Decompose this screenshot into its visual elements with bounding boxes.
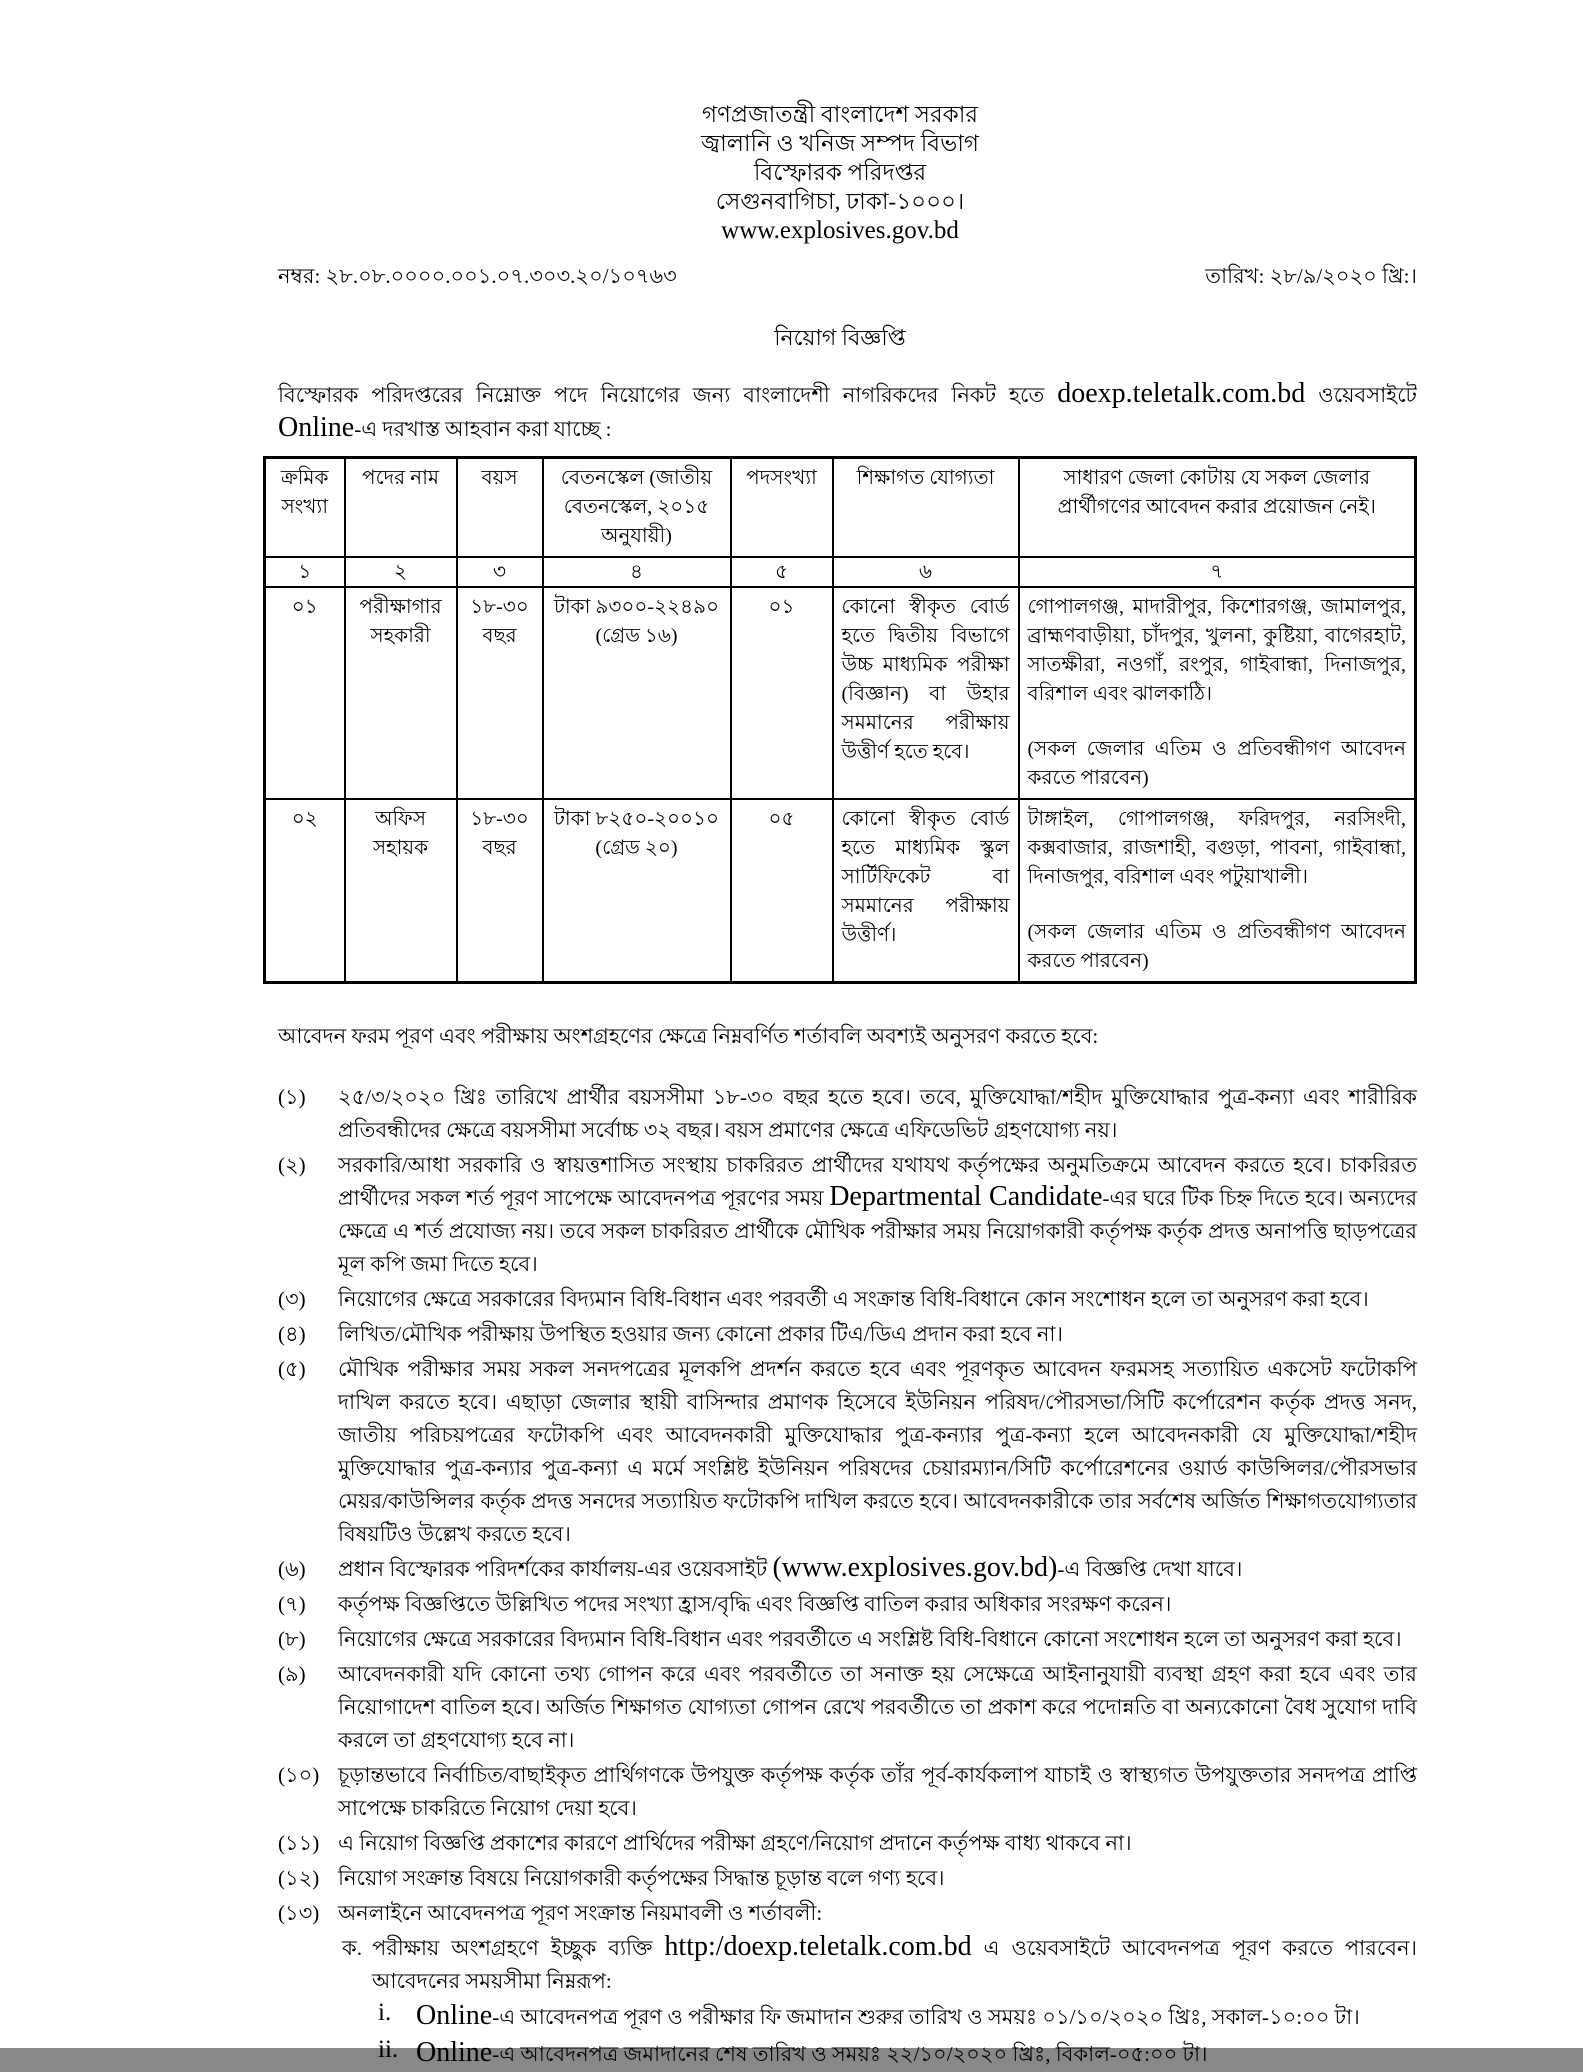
condition-text: [338, 1149, 1417, 1281]
condition-number: (১২): [278, 1866, 320, 1890]
application-end-item: [378, 2037, 1417, 2072]
document-content: [263, 0, 1417, 2072]
condition-text: [338, 1553, 1417, 1586]
letterhead: [263, 100, 1417, 246]
payscale-cell: টাকা ৮২৫০-২০০১০ (গ্রেড ২০): [543, 799, 731, 983]
sub-condition-a: [342, 1932, 1417, 1998]
col-header-age: বয়স: [457, 458, 543, 558]
office-address: সেগুনবাগিচা, ঢাকা-১০০০।: [715, 189, 965, 214]
memo-number: নম্বর: ২৮.০৮.০০০০.০০১.০৭.৩০৩.২০/১০৭৬৩: [278, 264, 677, 288]
condition-item-4: [278, 1318, 1417, 1351]
condition-item-9: [278, 1658, 1417, 1757]
age-cell: ১৮-৩০ বছর: [457, 587, 543, 799]
condition-number: (১): [278, 1085, 306, 1109]
condition-item-7: [278, 1588, 1417, 1621]
condition-text: অনলাইনে আবেদনপত্র পূরণ সংক্রান্ত নিয়মাবলী ও শর্তাবলী:: [338, 1901, 823, 1925]
condition-number: (৭): [278, 1592, 306, 1616]
vacancy-cell: ০১: [731, 587, 833, 799]
sub-condition-text: [372, 1932, 1417, 1998]
condition-number: (৬): [278, 1557, 306, 1581]
col-number-1: ১: [265, 557, 345, 587]
condition-number: (৯): [278, 1662, 306, 1686]
table-row-1: [265, 587, 1416, 799]
condition-number: (২): [278, 1153, 306, 1177]
condition-item-6: [278, 1553, 1417, 1586]
table-header-row: [265, 458, 1416, 558]
condition-text: নিয়োগ সংক্রান্ত বিষয়ে নিয়োগকারী কর্তৃপক্ষের সিদ্ধান্ত চূড়ান্ত বলে গণ্য হবে।: [338, 1866, 945, 1890]
col-number-2: ২: [345, 557, 457, 587]
conditions-list: [263, 1081, 1417, 2072]
condition-text-post: -এ বিজ্ঞপ্তি দেখা যাবে।: [1057, 1557, 1243, 1581]
districts-cell: [1019, 587, 1416, 799]
condition-item-1: [278, 1081, 1417, 1147]
condition-text: চূড়ান্তভাবে নির্বাচিত/বাছাইকৃত প্রার্থিগণকে উপযুক্ত কর্তৃপক্ষ কর্তৃক তাঁর পূর্ব-কার্যকলাপ যাচাই ও স্বাস্থ্যগত উপযুক্ততার সনদপত্র প্রাপ্তি সাপেক্ষে চাকরিতে নিয়োগ দেয়া হবে।: [338, 1763, 1417, 1820]
application-website-url: doexp.teletalk.com.bd: [1057, 378, 1306, 409]
serial-cell: ০১: [265, 587, 345, 799]
application-url-inline: http:/doexp.teletalk.com.bd: [664, 1931, 972, 1962]
condition-number: (১০): [278, 1763, 320, 1787]
col-header-post: পদের নাম: [345, 458, 457, 558]
condition-text: নিয়োগের ক্ষেত্রে সরকারের বিদ্যমান বিধি-বিধান এবং পরবর্তী এ সংক্রান্ত বিধি-বিধানে কোন সংশোধন হলে তা অনুসরণ করা হবে।: [338, 1287, 1369, 1311]
qualification-cell: কোনো স্বীকৃত বোর্ড হতে দ্বিতীয় বিভাগে উচ্চ মাধ্যমিক পরীক্ষা (বিজ্ঞান) বা উহার সমমানের পরীক্ষায় উত্তীর্ণ হতে হবে।: [833, 587, 1019, 799]
condition-number: (৫): [278, 1357, 306, 1381]
qualification-cell: কোনো স্বীকৃত বোর্ড হতে মাধ্যমিক স্কুল সার্টিফিকেট বা সমমানের পরীক্ষায় উত্তীর্ণ।: [833, 799, 1019, 983]
serial-cell: ০২: [265, 799, 345, 983]
issue-date: তারিখ: ২৮/৯/২০২০ খ্রি:।: [1205, 264, 1417, 288]
col-number-7: ৭: [1019, 557, 1416, 587]
website-url-inline: (www.explosives.gov.bd): [772, 1552, 1058, 1583]
col-header-qualification: শিক্ষাগত যোগ্যতা: [833, 458, 1019, 558]
col-header-vacancies: পদসংখ্যা: [731, 458, 833, 558]
condition-number: (৪): [278, 1322, 306, 1346]
condition-item-12: [278, 1862, 1417, 1895]
condition-item-2: [278, 1149, 1417, 1281]
col-header-serial: ক্রমিক সংখ্যা: [265, 458, 345, 558]
col-number-4: ৪: [543, 557, 731, 587]
payscale-cell: টাকা ৯৩০০-২২৪৯০ (গ্রেড ১৬): [543, 587, 731, 799]
districts-note: (সকল জেলার এতিম ও প্রতিবন্ধীগণ আবেদন করতে পারবেন): [1027, 921, 1406, 972]
online-word: Online: [278, 412, 355, 443]
department-website-url: www.explosives.gov.bd: [721, 217, 959, 244]
condition-text: লিখিত/মৌখিক পরীক্ষায় উপস্থিত হওয়ার জন্য কোনো প্রকার টিএ/ডিএ প্রদান করা হবে না।: [338, 1322, 1063, 1346]
online-word: Online: [416, 2037, 493, 2068]
condition-text-post: -এর ঘরে টিক চিহ্ন দিতে হবে। অন্যদের ক্ষেত্রে এ শর্ত প্রযোজ্য নয়। তবে সকল চাকরিরত প্রার্থীকে মৌখিক পরীক্ষার সময় নিয়োগকারী কর্তৃপক্ষ কর্তৃক প্রদত্ত অনাপত্তি ছাড়পত্রের মূল কপি জমা দিতে হবে।: [338, 1186, 1418, 1276]
division-name: জ্বালানি ও খনিজ সম্পদ বিভাগ: [701, 131, 979, 156]
condition-text: ২৫/৩/২০২০ খ্রিঃ তারিখে প্রার্থীর বয়সসীমা ১৮-৩০ বছর হতে হবে। তবে, মুক্তিযোদ্ধা/শহীদ মুক্তিযোদ্ধার পুত্র-কন্যা এবং শারীরিক প্রতিবন্ধীদের ক্ষেত্রে বয়সসীমা সর্বোচ্চ ৩২ বছর। বয়স প্রমাণের ক্ষেত্রে এফিডেভিট গ্রহণযোগ্য নয়।: [338, 1085, 1417, 1142]
table-row-2: [265, 799, 1416, 983]
col-header-districts: সাধারণ জেলা কোটায় যে সকল জেলার প্রার্থীগণের আবেদন করার প্রয়োজন নেই।: [1019, 458, 1416, 558]
vacancy-cell: ০৫: [731, 799, 833, 983]
age-cell: ১৮-৩০ বছর: [457, 799, 543, 983]
online-word: Online: [416, 2000, 493, 2031]
roman-numeral-ii: ii.: [378, 2036, 399, 2063]
application-start-text: [416, 2000, 1360, 2035]
page-title: নিয়োগ বিজ্ঞপ্তি: [774, 325, 906, 350]
col-number-6: ৬: [833, 557, 1019, 587]
intro-paragraph: [263, 378, 1417, 446]
conditions-intro: আবেদন ফরম পূরণ এবং পরীক্ষায় অংশগ্রহণের ক্ষেত্রে নিম্নবর্ণিত শর্তাবলি অবশ্যই অনুসরণ করতে হবে:: [278, 1024, 1099, 1048]
post-name-cell: অফিস সহায়ক: [345, 799, 457, 983]
condition-text-pre: প্রধান বিস্ফোরক পরিদর্শকের কার্যালয়-এর ওয়েবসাইট: [338, 1557, 773, 1581]
condition-item-10: [278, 1759, 1417, 1825]
end-date-text: -এ আবেদনপত্র জমাদানের শেষ তারিখ ও সময়ঃ ২২/১০/২০২০ খ্রিঃ, বিকাল-০৫:০০ টা।: [492, 2042, 1208, 2066]
condition-item-5: [278, 1353, 1417, 1551]
condition-text: মৌখিক পরীক্ষার সময় সকল সনদপত্রের মূলকপি প্রদর্শন করতে হবে এবং পূরণকৃত আবেদন ফরমসহ সত্যায়িত একসেট ফটোকপি দাখিল করতে হবে। এছাড়া জেলার স্থায়ী বাসিন্দার প্রমাণক হিসেবে ইউনিয়ন পরিষদ/পৌরসভা/সিটি কর্পোরেশন কর্তৃক প্রদত্ত সনদ, জাতীয় পরিচয়পত্রের ফটোকপি এবং আবেদনকারী মুক্তিযোদ্ধার পুত্র-কন্যার পুত্র-কন্যা হলে আবেদনকারী যে মুক্তিযোদ্ধা/শহীদ মুক্তিযোদ্ধার পুত্র-কন্যার পুত্র-কন্যা এ মর্মে সংশ্লিষ্ট ইউনিয়ন পরিষদের চেয়ারম্যান/সিটি কর্পোরেশনের ওয়ার্ড কাউন্সিলর/পৌরসভার মেয়র/কাউন্সিলর কর্তৃক প্রদত্ত সনদের সত্যায়িত ফটোকপি দাখিল করতে হবে। আবেদনকারীকে তার সর্বশেষ অর্জিত শিক্ষাগতযোগ্যতার বিষয়টিও উল্লেখ করতে হবে।: [338, 1357, 1417, 1546]
sub-condition-text-pre: পরীক্ষায় অংশগ্রহণে ইচ্ছুক ব্যক্তি: [372, 1936, 665, 1960]
condition-text: আবেদনকারী যদি কোনো তথ্য গোপন করে এবং পরবর্তীতে তা সনাক্ত হয় সেক্ষেত্রে আইনানুযায়ী ব্যবস্থা গ্রহণ করা হবে এবং তার নিয়োগাদেশ বাতিল হবে। অর্জিত শিক্ষাগত যোগ্যতা গোপন রেখে পরবর্তীতে তা প্রকাশ করে পদোন্নতি বা অন্যকোনো বৈধ সুযোগ দাবি করলে তা গ্রহণযোগ্য হবে না।: [338, 1662, 1417, 1752]
start-date-text: -এ আবেদনপত্র পূরণ ও পরীক্ষার ফি জমাদান শুরুর তারিখ ও সময়ঃ ০১/১০/২০২০ খ্রিঃ, সকাল-১০:০০ টা।: [492, 2005, 1360, 2029]
condition-number: (১১): [278, 1831, 320, 1855]
post-name-cell: পরীক্ষাগার সহকারী: [345, 587, 457, 799]
districts-list: টাঙ্গাইল, গোপালগঞ্জ, ফরিদপুর, নরসিংদী, কক্সবাজার, রাজশাহী, বগুড়া, পাবনা, গাইবান্ধা, দিনাজপুর, বরিশাল এবং পটুয়াখালী।: [1027, 808, 1406, 888]
condition-text: কর্তৃপক্ষ বিজ্ঞপ্তিতে উল্লিখিত পদের সংখ্যা হ্রাস/বৃদ্ধি এবং বিজ্ঞপ্তি বাতিল করার অধিকার সংরক্ষণ করেন।: [338, 1592, 1172, 1616]
col-number-3: ৩: [457, 557, 543, 587]
roman-numeral-i: i.: [378, 1999, 392, 2026]
condition-number: (৮): [278, 1627, 306, 1651]
departmental-candidate-term: Departmental Candidate: [829, 1181, 1103, 1212]
condition-text-pre: সরকারি/আধা সরকারি ও স্বায়ত্তশাসিত সংস্থায় চাকরিরত প্রার্থীদের যথাযথ কর্তৃপক্ষের অনুমতিক্রমে আবেদন করতে হবে। চাকরিরত প্রার্থীদের সকল শর্ত পূরণ সাপেক্ষে আবেদনপত্র পূরণের সময়: [338, 1153, 1417, 1210]
intro-text-1: বিস্ফোরক পরিদপ্তরের নিম্নোক্ত পদে নিয়োগের জন্য বাংলাদেশী নাগরিকদের নিকট হতে: [278, 383, 1058, 407]
condition-item-11: [278, 1827, 1417, 1860]
districts-cell: [1019, 799, 1416, 983]
col-header-payscale: বেতনস্কেল (জাতীয় বেতনস্কেল, ২০১৫ অনুযায়ী): [543, 458, 731, 558]
condition-item-8: [278, 1623, 1417, 1656]
application-end-text: [416, 2037, 1208, 2072]
intro-text-2: ওয়েবসাইটে: [1305, 383, 1417, 407]
recruitment-table: [263, 456, 1417, 984]
condition-text: নিয়োগের ক্ষেত্রে সরকারের বিদ্যমান বিধি-বিধান এবং পরবর্তীতে এ সংশ্লিষ্ট বিধি-বিধানে কোনো সংশোধন হলে তা অনুসরণ করা হবে।: [338, 1627, 1402, 1651]
condition-item-13: [278, 1897, 1417, 1930]
intro-text-3: -এ দরখাস্ত আহবান করা যাচ্ছে :: [354, 417, 612, 441]
memo-date-row: [263, 260, 1417, 295]
col-number-5: ৫: [731, 557, 833, 587]
column-number-row: [265, 557, 1416, 587]
application-start-item: [378, 2000, 1417, 2035]
government-name: গণপ্রজাতন্ত্রী বাংলাদেশ সরকার: [701, 102, 979, 127]
districts-note: (সকল জেলার এতিম ও প্রতিবন্ধীগণ আবেদন করতে পারবেন): [1027, 738, 1406, 789]
condition-number: (১৩): [278, 1901, 320, 1925]
sub-condition-label: ক.: [342, 1936, 362, 1960]
condition-number: (৩): [278, 1287, 306, 1311]
condition-item-3: [278, 1283, 1417, 1316]
condition-text: এ নিয়োগ বিজ্ঞপ্তি প্রকাশের কারণে প্রার্থিদের পরীক্ষা গ্রহণে/নিয়োগ প্রদানে কর্তৃপক্ষ বাধ্য থাকবে না।: [338, 1831, 1132, 1855]
sub-condition-text-post: এ ওয়েবসাইটে আবেদনপত্র পূরণ করতে পারবেন। আবেদনের সময়সীমা নিম্নরূপ:: [372, 1936, 1417, 1993]
districts-list: গোপালগঞ্জ, মাদারীপুর, কিশোরগঞ্জ, জামালপুর, ব্রাহ্মণবাড়ীয়া, চাঁদপুর, খুলনা, কুষ্টিয়া, বাগেরহাট, সাতক্ষীরা, নওগাঁ, রংপুর, গাইবান্ধা, দিনাজপুর, বরিশাল এবং ঝালকাঠি।: [1027, 596, 1406, 705]
department-name: বিস্ফোরক পরিদপ্তর: [753, 160, 927, 185]
